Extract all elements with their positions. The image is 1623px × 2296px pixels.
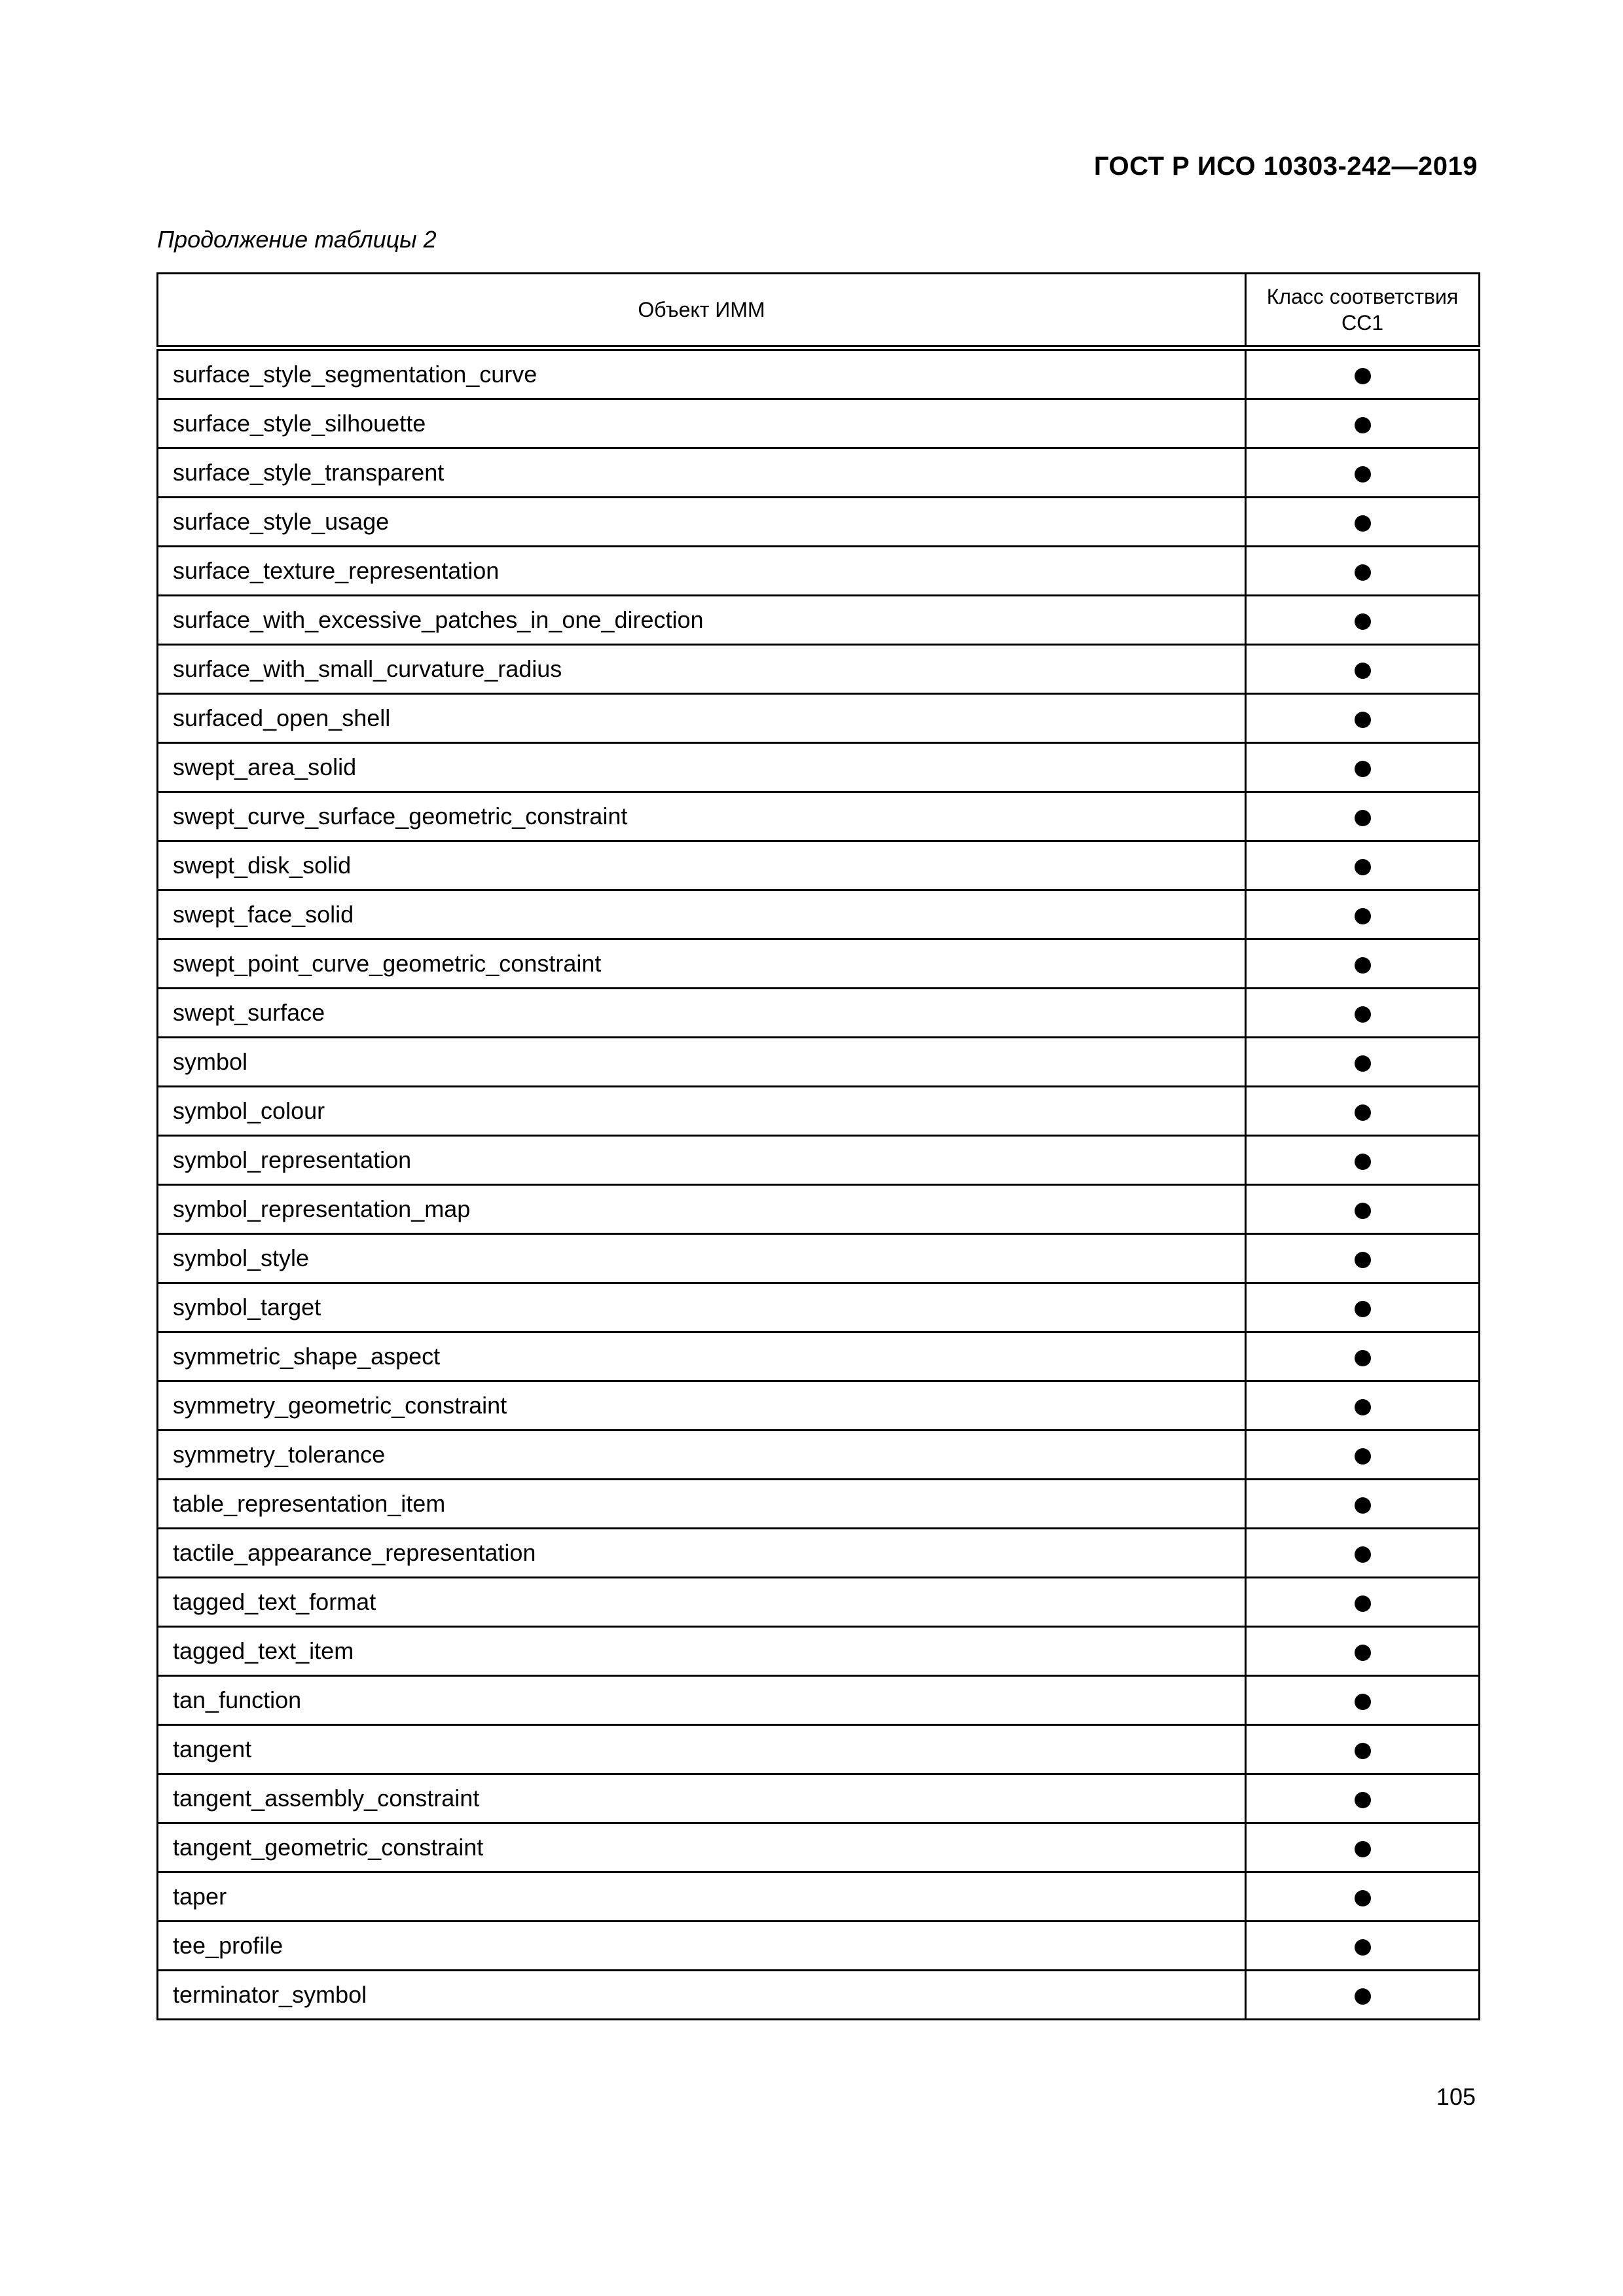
table-row	[158, 1774, 1480, 1823]
table-row	[158, 1676, 1480, 1725]
table-row	[158, 1038, 1480, 1087]
object-name-cell: terminator_symbol	[158, 1971, 1246, 2020]
table-row	[158, 498, 1480, 547]
column-header-object-label: Объект ИММ	[638, 298, 765, 321]
page-number: 105	[1436, 2083, 1476, 2110]
cc1-cell	[1246, 1234, 1480, 1283]
filled-circle-icon	[1355, 1006, 1371, 1023]
filled-circle-icon	[1355, 957, 1371, 974]
object-name-cell: surface_with_small_curvature_radius	[158, 645, 1246, 694]
filled-circle-icon	[1355, 1104, 1371, 1121]
table-row	[158, 1971, 1480, 2020]
table-row	[158, 1823, 1480, 1872]
cc1-cell	[1246, 1971, 1480, 2020]
cc1-cell	[1246, 448, 1480, 498]
column-header-class-label: Класс соответствия	[1266, 285, 1459, 308]
filled-circle-icon	[1355, 810, 1371, 826]
table-caption: Продолжение таблицы 2	[157, 226, 437, 253]
filled-circle-icon	[1355, 1792, 1371, 1808]
filled-circle-icon	[1355, 466, 1371, 483]
filled-circle-icon	[1355, 1203, 1371, 1219]
object-name-cell: swept_area_solid	[158, 743, 1246, 792]
cc1-cell	[1246, 1627, 1480, 1676]
cc1-cell	[1246, 645, 1480, 694]
object-name-cell: symbol_representation	[158, 1136, 1246, 1185]
object-name-cell: tan_function	[158, 1676, 1246, 1725]
table-row	[158, 596, 1480, 645]
table-row	[158, 399, 1480, 448]
table-row	[158, 1234, 1480, 1283]
object-name-cell: swept_face_solid	[158, 890, 1246, 939]
cc1-cell	[1246, 743, 1480, 792]
filled-circle-icon	[1355, 1645, 1371, 1661]
object-name-cell: surface_style_silhouette	[158, 399, 1246, 448]
object-name-cell: tagged_text_item	[158, 1627, 1246, 1676]
table-row	[158, 1725, 1480, 1774]
filled-circle-icon	[1355, 1743, 1371, 1759]
cc1-cell	[1246, 1430, 1480, 1480]
filled-circle-icon	[1355, 761, 1371, 777]
object-name-cell: symbol_colour	[158, 1087, 1246, 1136]
filled-circle-icon	[1355, 1154, 1371, 1170]
cc1-cell	[1246, 1725, 1480, 1774]
cc1-cell	[1246, 1872, 1480, 1922]
filled-circle-icon	[1355, 1546, 1371, 1563]
table-row	[158, 743, 1480, 792]
object-name-cell: tactile_appearance_representation	[158, 1529, 1246, 1578]
object-name-cell: taper	[158, 1872, 1246, 1922]
object-name-cell: tangent_geometric_constraint	[158, 1823, 1246, 1872]
cc1-cell	[1246, 1922, 1480, 1971]
cc1-cell	[1246, 1136, 1480, 1185]
filled-circle-icon	[1355, 1988, 1371, 2005]
filled-circle-icon	[1355, 859, 1371, 875]
table-row	[158, 348, 1480, 399]
table-row	[158, 1430, 1480, 1480]
filled-circle-icon	[1355, 908, 1371, 924]
object-name-cell: symbol_target	[158, 1283, 1246, 1332]
filled-circle-icon	[1355, 1301, 1371, 1317]
object-name-cell: symbol_representation_map	[158, 1185, 1246, 1234]
object-name-cell: tangent	[158, 1725, 1246, 1774]
object-name-cell: swept_point_curve_geometric_constraint	[158, 939, 1246, 989]
column-header-class-code: CC1	[1341, 311, 1383, 335]
cc1-cell	[1246, 1480, 1480, 1529]
table-row	[158, 1381, 1480, 1430]
filled-circle-icon	[1355, 515, 1371, 532]
table-row	[158, 1578, 1480, 1627]
object-name-cell: surface_texture_representation	[158, 547, 1246, 596]
object-name-cell: swept_curve_surface_geometric_constraint	[158, 792, 1246, 841]
object-name-cell: tee_profile	[158, 1922, 1246, 1971]
object-name-cell: symbol_style	[158, 1234, 1246, 1283]
cc1-cell	[1246, 1774, 1480, 1823]
table-row	[158, 890, 1480, 939]
conformance-table-container	[156, 272, 1478, 2020]
table-header-row	[158, 274, 1480, 348]
table-row	[158, 448, 1480, 498]
table-row	[158, 1283, 1480, 1332]
table-row	[158, 645, 1480, 694]
cc1-cell	[1246, 1087, 1480, 1136]
cc1-cell	[1246, 547, 1480, 596]
cc1-cell	[1246, 399, 1480, 448]
object-name-cell: swept_disk_solid	[158, 841, 1246, 890]
filled-circle-icon	[1355, 1399, 1371, 1415]
object-name-cell: surface_style_usage	[158, 498, 1246, 547]
cc1-cell	[1246, 1823, 1480, 1872]
filled-circle-icon	[1355, 1890, 1371, 1906]
table-row	[158, 1185, 1480, 1234]
cc1-cell	[1246, 1676, 1480, 1725]
cc1-cell	[1246, 792, 1480, 841]
filled-circle-icon	[1355, 368, 1371, 384]
table-row	[158, 1332, 1480, 1381]
cc1-cell	[1246, 1185, 1480, 1234]
object-name-cell: symmetry_tolerance	[158, 1430, 1246, 1480]
cc1-cell	[1246, 498, 1480, 547]
table-row	[158, 1627, 1480, 1676]
table-row	[158, 1529, 1480, 1578]
filled-circle-icon	[1355, 1350, 1371, 1366]
column-header-object	[158, 274, 1246, 348]
column-header-class	[1246, 274, 1480, 348]
table-row	[158, 1922, 1480, 1971]
cc1-cell	[1246, 1283, 1480, 1332]
object-name-cell: tagged_text_format	[158, 1578, 1246, 1627]
filled-circle-icon	[1355, 1694, 1371, 1710]
filled-circle-icon	[1355, 663, 1371, 679]
cc1-cell	[1246, 989, 1480, 1038]
cc1-cell	[1246, 1381, 1480, 1430]
table-row	[158, 841, 1480, 890]
cc1-cell	[1246, 1038, 1480, 1087]
conformance-table	[156, 272, 1480, 2020]
object-name-cell: symbol	[158, 1038, 1246, 1087]
cc1-cell	[1246, 1578, 1480, 1627]
object-name-cell: surface_style_segmentation_curve	[158, 348, 1246, 399]
table-row	[158, 547, 1480, 596]
object-name-cell: surface_style_transparent	[158, 448, 1246, 498]
filled-circle-icon	[1355, 712, 1371, 728]
table-row	[158, 939, 1480, 989]
object-name-cell: table_representation_item	[158, 1480, 1246, 1529]
cc1-cell	[1246, 1332, 1480, 1381]
table-row	[158, 1087, 1480, 1136]
filled-circle-icon	[1355, 1595, 1371, 1612]
object-name-cell: surfaced_open_shell	[158, 694, 1246, 743]
object-name-cell: swept_surface	[158, 989, 1246, 1038]
filled-circle-icon	[1355, 1841, 1371, 1857]
table-row	[158, 694, 1480, 743]
filled-circle-icon	[1355, 1252, 1371, 1268]
cc1-cell	[1246, 596, 1480, 645]
document-standard-header: ГОСТ Р ИСО 10303-242—2019	[1093, 152, 1478, 181]
cc1-cell	[1246, 841, 1480, 890]
cc1-cell	[1246, 694, 1480, 743]
filled-circle-icon	[1355, 1055, 1371, 1072]
filled-circle-icon	[1355, 613, 1371, 630]
object-name-cell: tangent_assembly_constraint	[158, 1774, 1246, 1823]
cc1-cell	[1246, 939, 1480, 989]
table-row	[158, 792, 1480, 841]
object-name-cell: symmetry_geometric_constraint	[158, 1381, 1246, 1430]
cc1-cell	[1246, 1529, 1480, 1578]
table-row	[158, 1136, 1480, 1185]
filled-circle-icon	[1355, 1939, 1371, 1956]
object-name-cell: symmetric_shape_aspect	[158, 1332, 1246, 1381]
table-body	[158, 348, 1480, 2020]
filled-circle-icon	[1355, 1448, 1371, 1465]
filled-circle-icon	[1355, 417, 1371, 433]
table-row	[158, 1872, 1480, 1922]
filled-circle-icon	[1355, 1497, 1371, 1514]
object-name-cell: surface_with_excessive_patches_in_one_direction	[158, 596, 1246, 645]
cc1-cell	[1246, 348, 1480, 399]
table-row	[158, 1480, 1480, 1529]
table-row	[158, 989, 1480, 1038]
cc1-cell	[1246, 890, 1480, 939]
filled-circle-icon	[1355, 564, 1371, 581]
